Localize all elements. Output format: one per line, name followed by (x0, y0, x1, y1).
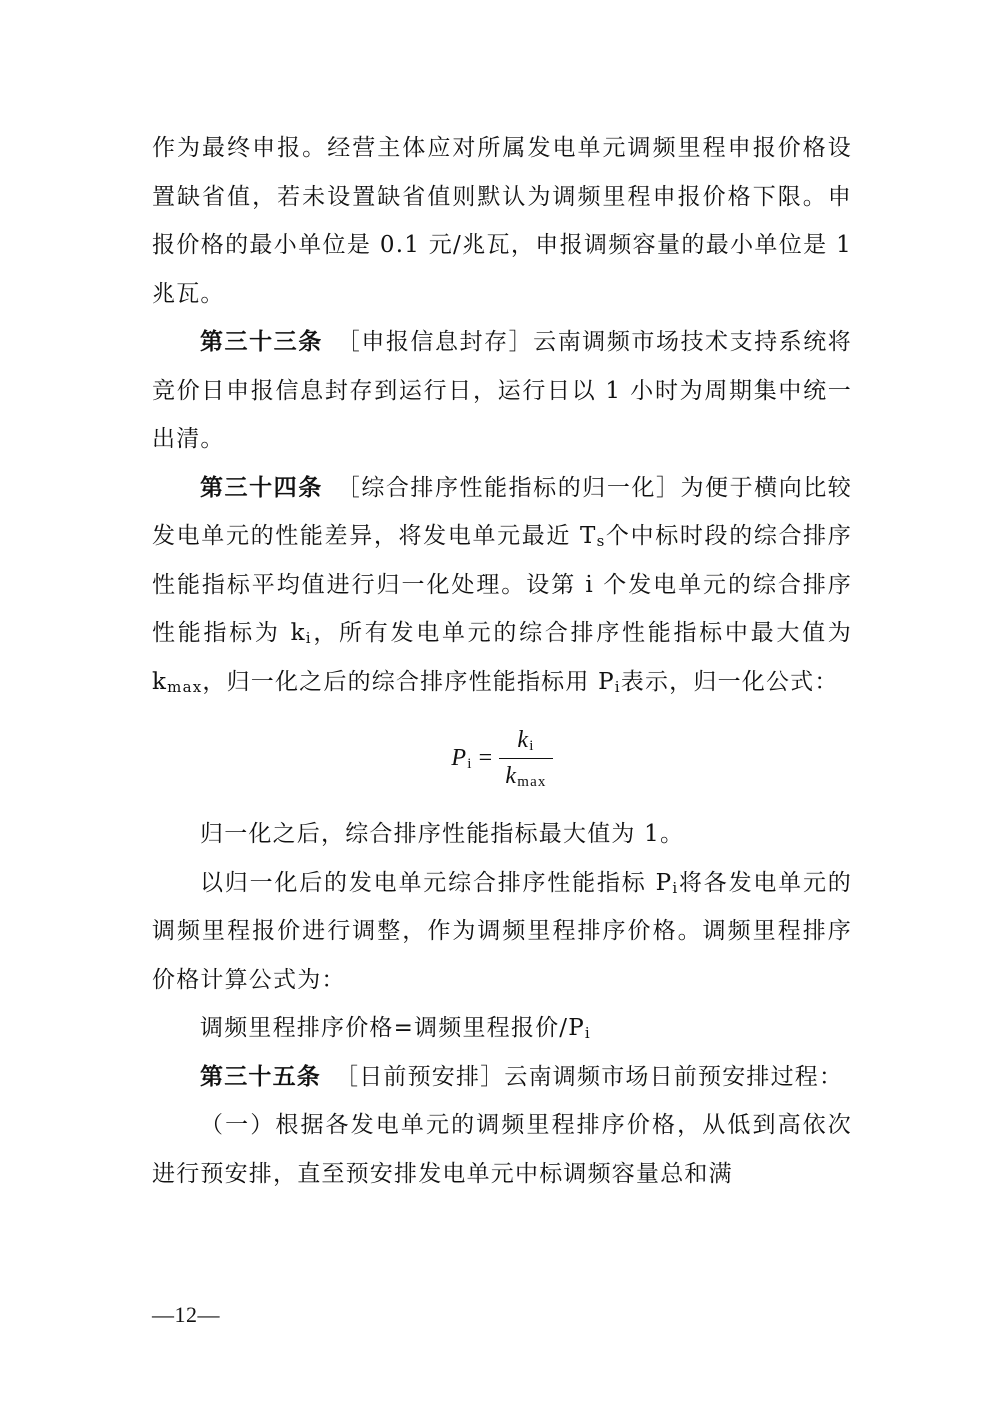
article-34-text: 表示，归一化公式： (620, 668, 839, 695)
subscript-i: i (614, 677, 621, 696)
article-34 (152, 464, 852, 707)
subscript-max: max (167, 677, 203, 696)
article-34-text: ，归一化之后的综合排序性能指标用 P (202, 668, 615, 695)
paragraph-after-formula: 归一化之后，综合排序性能指标最大值为 1。 (200, 821, 685, 847)
article-33 (152, 318, 852, 464)
article-34-label: 第三十四条 (200, 473, 323, 501)
body-text (152, 124, 852, 1198)
article-34-text: 个中标时段的综合排序性能指标平均值进行归一化处理。设第 i 个发电单元的综合排序性能指标为 k (152, 523, 852, 646)
formula-numerator: $k_i$ (517, 727, 535, 755)
article-35-label: 第三十五条 (200, 1062, 321, 1090)
list-item-1: （一）根据各发电单元的调频里程排序价格，从低到高依次进行预安排，直至预安排发电单元中标调频容量总和满 (152, 1112, 852, 1187)
article-35-text: ［日前预安排］云南调频市场日前预安排过程： (335, 1063, 844, 1090)
article-35 (152, 1053, 852, 1102)
paragraph-calc: 调频里程排序价格=调频里程报价$/P_i$ (200, 1015, 591, 1042)
paragraph-adjust: 以归一化后的发电单元综合排序性能指标 $P_i$将各发电单元的调频里程报价进行调整，作为调频里程排序价格。调频里程排序价格计算公式为： (152, 869, 852, 993)
article-33-text: ［申报信息封存］云南调频市场技术支持系统将竞价日申报信息封存到运行日，运行日以 1 小时为周期集中统一出清。 (152, 329, 853, 452)
article-33-label: 第三十三条 (200, 328, 323, 355)
article-34-text: ［综合排序性能指标的归一化］为便于横向比较发电单元的性能差异，将发电单元最近 T (152, 474, 853, 549)
formula-fraction (499, 727, 552, 789)
subscript-i: i (584, 1024, 591, 1042)
subscript-s: s (596, 532, 606, 550)
subscript-i: i (672, 878, 679, 897)
formula-lhs: $P_i$ (451, 744, 473, 772)
formula-equals: = (478, 744, 494, 771)
page-number: —12— (152, 1302, 220, 1327)
article-34-text: ，所有发电单元的综合排序性能指标中最大值为 k (152, 620, 852, 695)
paragraph-continued: 作为最终申报。经营主体应对所属发电单元调频里程申报价格设置缺省值，若未设置缺省值则默认为调频里程申报价格下限。申报价格的最小单位是 0.1 元/兆瓦，申报调频容量的最小单位是 1 兆瓦。 (152, 135, 852, 307)
subscript-i: i (305, 629, 312, 647)
normalization-formula (152, 706, 852, 810)
formula-denominator: $k_{max}$ (505, 762, 547, 790)
